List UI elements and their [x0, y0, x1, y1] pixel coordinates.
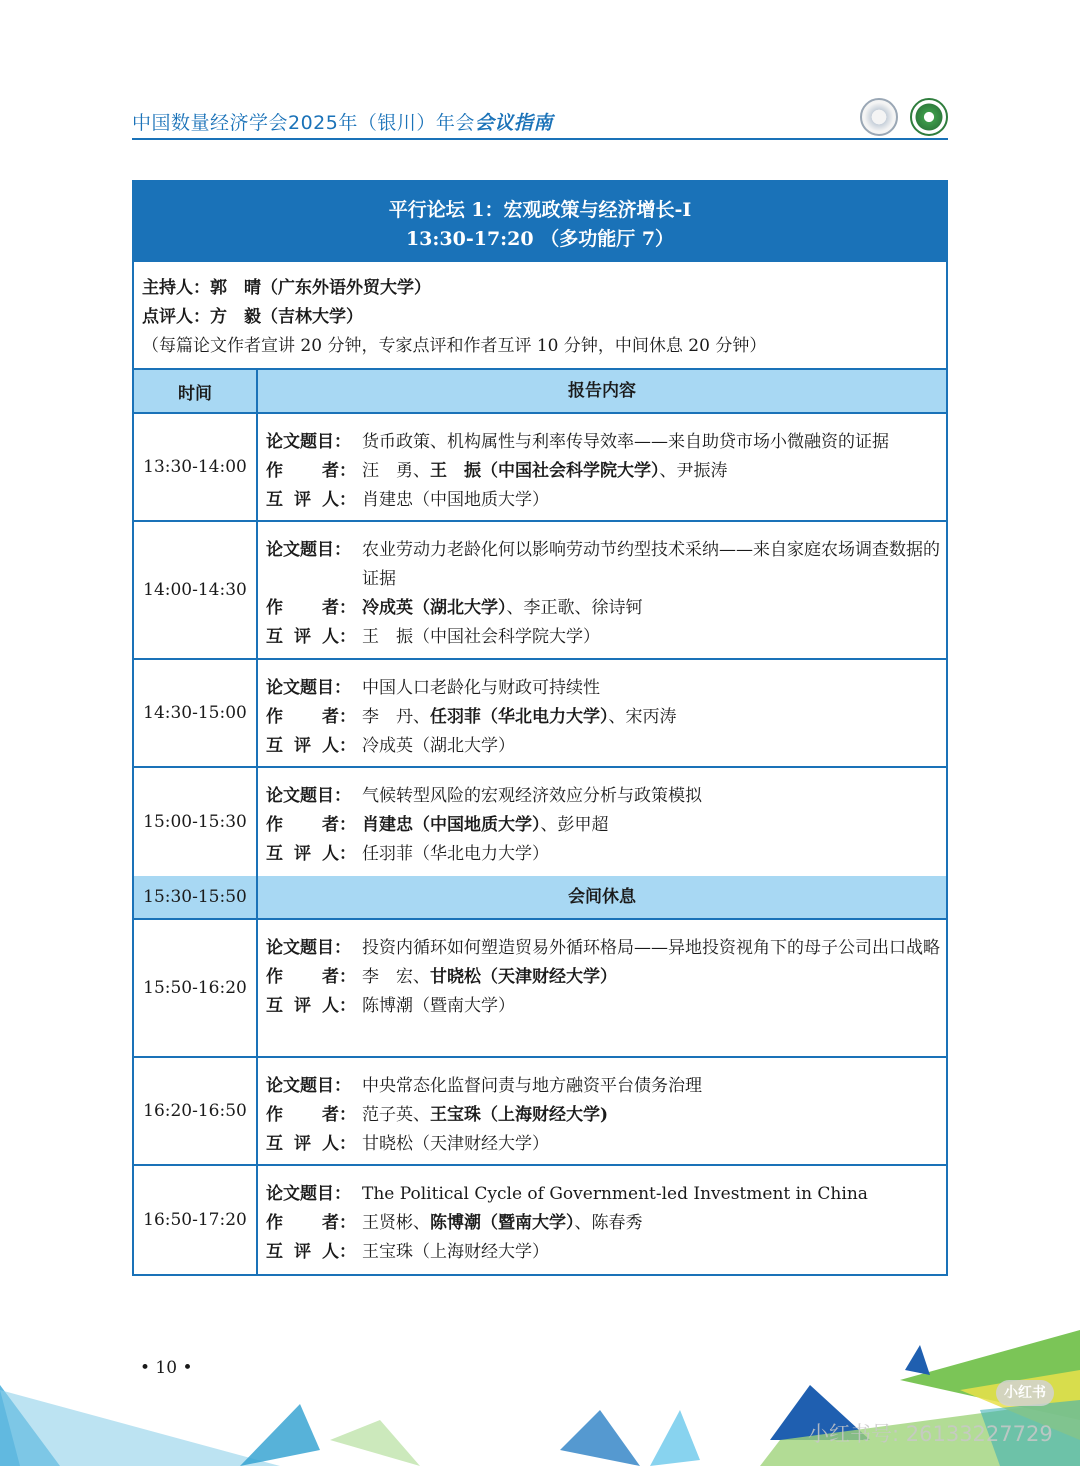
authors-line: [266, 811, 946, 840]
peer-review-line: [266, 992, 946, 1021]
header-title-prefix: 中国数量经济学会2025年（银川）年会: [132, 112, 475, 134]
authors-label: 作 者：: [266, 707, 356, 727]
forum-time-venue: 13:30-17:20 （多功能厅 7）: [405, 228, 675, 250]
authors-plain-post: 、宋丙涛: [608, 707, 677, 727]
break-row: [134, 876, 946, 920]
sessions-group-2: [134, 920, 946, 1274]
peer-reviewer: 甘晓松（天津财经大学）: [362, 1134, 549, 1154]
session-time: 16:20-16:50: [134, 1058, 258, 1164]
session-content: [258, 1058, 946, 1164]
authors-plain-post: 、陈春秀: [574, 1213, 643, 1233]
paper-title-label: 论文题目：: [266, 1076, 351, 1096]
peer-review-line: [266, 840, 946, 869]
peer-review-label: 互 评 人：: [266, 490, 356, 510]
presenting-author: 任羽菲（华北电力大学）: [430, 707, 609, 727]
authors-plain-pre: 李 宏、: [362, 967, 430, 987]
forum-note: （每篇论文作者宣讲 20 分钟，专家点评和作者互评 10 分钟，中间休息 20 分钟）: [142, 336, 767, 356]
session-content: [258, 522, 946, 658]
authors-line: [266, 594, 946, 623]
forum-info: [134, 262, 946, 370]
host-value: 晴（广东外语外贸大学）: [244, 278, 431, 298]
break-label: 会间休息: [568, 886, 636, 907]
authors: [362, 457, 946, 486]
paper-title-label: 论文题目：: [266, 678, 351, 698]
paper-title-label: 论文题目：: [266, 938, 351, 958]
session-time: 16:50-17:20: [134, 1166, 258, 1274]
session-content: [258, 768, 946, 876]
paper-title-label: 论文题目：: [266, 786, 351, 806]
header-title-emphasis: 会议指南: [474, 112, 553, 134]
authors-line: [266, 457, 946, 486]
session-time: 15:50-16:20: [134, 920, 258, 1056]
presenting-author: 王 振（中国社会科学院大学）: [430, 461, 660, 481]
paper-title: 气候转型风险的宏观经济效应分析与政策模拟: [362, 786, 702, 806]
peer-reviewer: 冷成英（湖北大学）: [362, 736, 515, 756]
authors-label: 作 者：: [266, 1105, 356, 1125]
table-header-row: [134, 370, 946, 414]
session-row: [134, 522, 946, 660]
paper-title: 中央常态化监督问责与地方融资平台债务治理: [362, 1076, 702, 1096]
session-time: 14:30-15:00: [134, 660, 258, 766]
paper-title-line: [266, 934, 946, 963]
peer-reviewer: 任羽菲（华北电力大学）: [362, 844, 549, 864]
peer-reviewer: 陈博潮（暨南大学）: [362, 996, 515, 1016]
paper-title: The Political Cycle of Government-led Investment in China: [362, 1184, 868, 1204]
column-header-content: 报告内容: [568, 380, 636, 401]
paper-title-line: [266, 1072, 946, 1101]
peer-review-label: 互 评 人：: [266, 1134, 356, 1154]
presenting-author: 甘晓松（天津财经大学）: [430, 967, 617, 987]
authors-label: 作 者：: [266, 967, 356, 987]
peer-reviewer: 王 振（中国社会科学院大学）: [362, 627, 600, 647]
peer-review-line: [266, 1238, 946, 1267]
reviewer-value: 毅（吉林大学）: [244, 307, 363, 327]
peer-review-label: 互 评 人：: [266, 736, 356, 756]
session-content: [258, 660, 946, 766]
forum-schedule-table: [132, 180, 948, 1276]
paper-title-label: 论文题目：: [266, 540, 351, 560]
page-number: • 10 •: [140, 1358, 193, 1378]
authors-plain-pre: 王贤彬、: [362, 1213, 430, 1233]
authors-label: 作 者：: [266, 598, 356, 618]
authors: [362, 1209, 946, 1238]
session-time: 14:00-14:30: [134, 522, 258, 658]
session-row: [134, 768, 946, 876]
host-label: 主持人：郭: [142, 278, 227, 298]
peer-review-label: 互 评 人：: [266, 627, 356, 647]
paper-title: 投资内循环如何塑造贸易外循环格局——异地投资视角下的母子公司出口战略: [362, 938, 940, 958]
authors: [362, 594, 946, 623]
session-content: [258, 920, 946, 1056]
paper-title-label: 论文题目：: [266, 1184, 351, 1204]
session-row: [134, 660, 946, 768]
authors-label: 作 者：: [266, 461, 356, 481]
authors-plain-post: 、彭甲超: [540, 815, 609, 835]
peer-review-label: 互 评 人：: [266, 996, 356, 1016]
forum-title: 平行论坛 1：宏观政策与经济增长-I: [388, 199, 692, 221]
session-time: 15:00-15:30: [134, 768, 258, 876]
paper-title-line: [266, 428, 946, 457]
authors-line: [266, 1101, 946, 1130]
host-line: [142, 274, 938, 303]
sessions-group-1: [134, 414, 946, 876]
paper-title-line: [266, 536, 946, 594]
peer-reviewer: 王宝珠（上海财经大学）: [362, 1242, 549, 1262]
session-row: [134, 414, 946, 522]
authors-plain-pre: 李 丹、: [362, 707, 430, 727]
authors-label: 作 者：: [266, 1213, 356, 1233]
session-row: [134, 1166, 946, 1274]
peer-review-line: [266, 486, 946, 515]
peer-review-line: [266, 623, 946, 652]
authors-line: [266, 963, 946, 992]
forum-title-band: [134, 182, 946, 262]
authors-plain-pre: 范子英、: [362, 1105, 430, 1125]
authors: [362, 703, 946, 732]
authors: [362, 811, 946, 840]
session-row: [134, 920, 946, 1058]
session-content: [258, 414, 946, 520]
reviewer-line: [142, 303, 938, 332]
paper-title: 农业劳动力老龄化何以影响劳动节约型技术采纳——来自家庭农场调查数据的证据: [362, 540, 940, 589]
watermark-badge: 小红书: [996, 1380, 1054, 1406]
paper-title-label: 论文题目：: [266, 432, 351, 452]
presenting-author: 陈博潮（暨南大学）: [430, 1213, 575, 1233]
authors-label: 作 者：: [266, 815, 356, 835]
peer-review-label: 互 评 人：: [266, 844, 356, 864]
session-row: [134, 1058, 946, 1166]
presenting-author: 肖建忠（中国地质大学）: [362, 815, 541, 835]
peer-review-line: [266, 732, 946, 761]
column-header-time: 时间: [134, 370, 258, 412]
reviewer-label: 点评人：方: [142, 307, 227, 327]
presenting-author: 王宝珠（上海财经大学): [430, 1105, 609, 1125]
header-divider: [132, 138, 948, 140]
header-title: [132, 108, 553, 135]
peer-reviewer: 肖建忠（中国地质大学）: [362, 490, 549, 510]
break-time: 15:30-15:50: [134, 876, 258, 918]
authors-plain-post: 、尹振涛: [659, 461, 728, 481]
authors: [362, 963, 946, 992]
paper-title-line: [266, 674, 946, 703]
authors: [362, 1101, 946, 1130]
session-time: 13:30-14:00: [134, 414, 258, 520]
university-seal-icon: [860, 98, 898, 136]
authors-plain-post: 、李正歌、徐诗钶: [506, 598, 643, 618]
society-logo-icon: [910, 98, 948, 136]
authors-plain-pre: 汪 勇、: [362, 461, 430, 481]
presenting-author: 冷成英（湖北大学）: [362, 598, 507, 618]
paper-title-line: [266, 1180, 946, 1209]
paper-title: 货币政策、机构属性与利率传导效率——来自助贷市场小微融资的证据: [362, 432, 889, 452]
peer-review-label: 互 评 人：: [266, 1242, 356, 1262]
watermark-text: 小红书号: 2613322​7729: [808, 1422, 1053, 1446]
peer-review-line: [266, 1130, 946, 1159]
paper-title-line: [266, 782, 946, 811]
authors-line: [266, 1209, 946, 1238]
authors-line: [266, 703, 946, 732]
session-content: [258, 1166, 946, 1274]
paper-title: 中国人口老龄化与财政可持续性: [362, 678, 600, 698]
